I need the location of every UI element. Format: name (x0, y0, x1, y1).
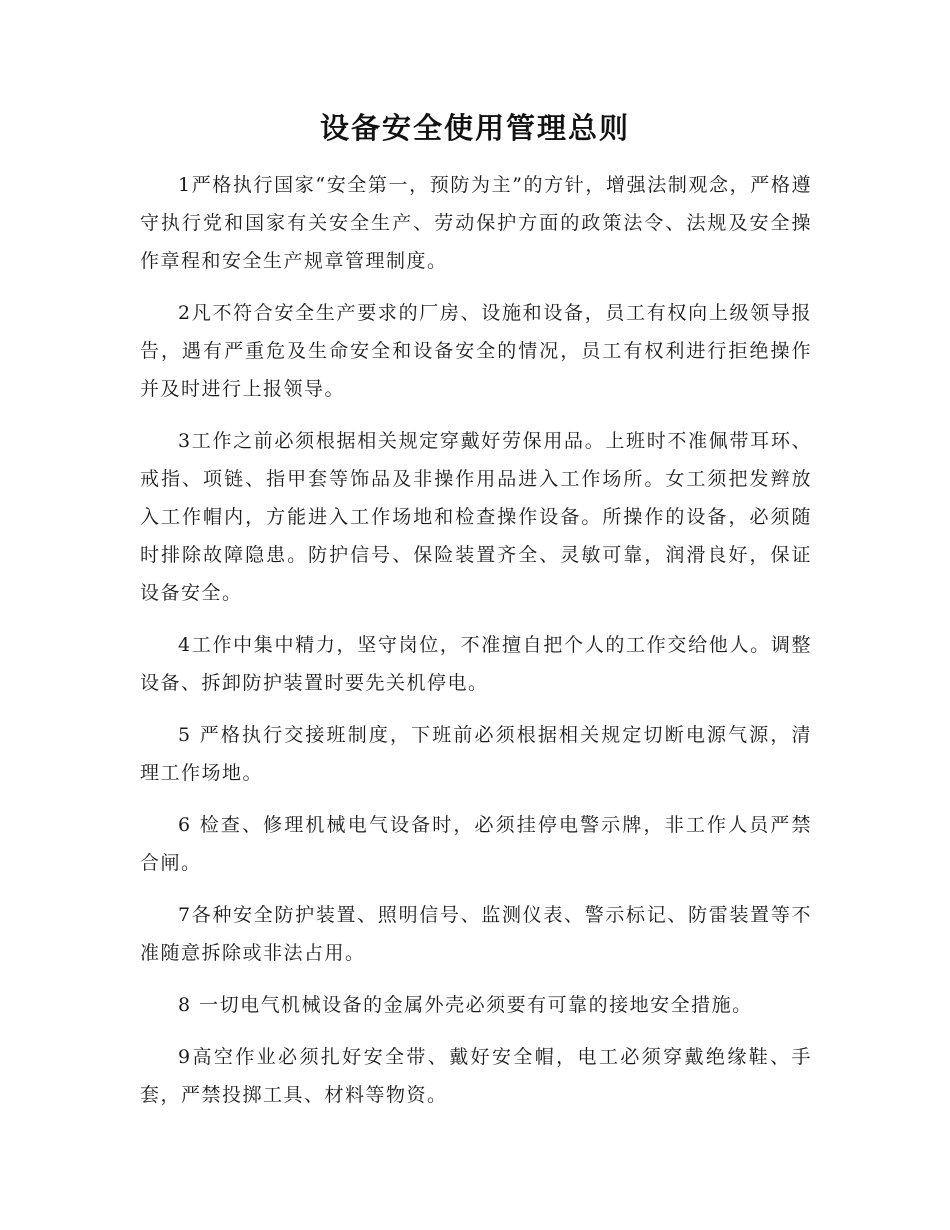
rule-paragraph-9: 9高空作业必须扎好安全带、戴好安全帽，电工必须穿戴绝缘鞋、手套，严禁投掷工具、材料等物资。 (140, 1046, 812, 1106)
rule-paragraph-2: 2凡不符合安全生产要求的厂房、设施和设备，员工有权向上级领导报告，遇有严重危及生命安全和设备安全的情况，员工有权利进行拒绝操作并及时进行上报领导。 (140, 302, 812, 400)
rule-paragraph-7: 7各种安全防护装置、照明信号、监测仪表、警示标记、防雷装置等不准随意拆除或非法占用。 (140, 904, 812, 964)
rule-paragraph-6: 6 检查、修理机械电气设备时，必须挂停电警示牌，非工作人员严禁合闸。 (140, 814, 812, 874)
rule-paragraph-1: 1严格执行国家“安全第一，预防为主”的方针，增强法制观念，严格遵守执行党和国家有关安全生产、劳动保护方面的政策法令、法规及安全操作章程和安全生产规章管理制度。 (140, 174, 812, 272)
rule-paragraph-5: 5 严格执行交接班制度，下班前必须根据相关规定切断电源气源，清理工作场地。 (140, 724, 812, 784)
rule-paragraph-3: 3工作之前必须根据相关规定穿戴好劳保用品。上班时不准佩带耳环、戒指、项链、指甲套等饰品及非操作用品进入工作场所。女工须把发辫放入工作帽内，方能进入工作场地和检查操作设备。所操作的设备，必须随时排除故障隐患。防护信号、保险装置齐全、灵敏可靠，润滑良好，保证设备安全。 (140, 430, 812, 604)
rule-paragraph-8: 8 一切电气机械设备的金属外壳必须要有可靠的接地安全措施。 (178, 994, 753, 1016)
rule-paragraph-4: 4工作中集中精力，坚守岗位，不准擅自把个人的工作交给他人。调整设备、拆卸防护装置时要先关机停电。 (140, 634, 812, 694)
document-body (140, 166, 812, 1128)
document-title: 设备安全使用管理总则 (319, 111, 630, 145)
